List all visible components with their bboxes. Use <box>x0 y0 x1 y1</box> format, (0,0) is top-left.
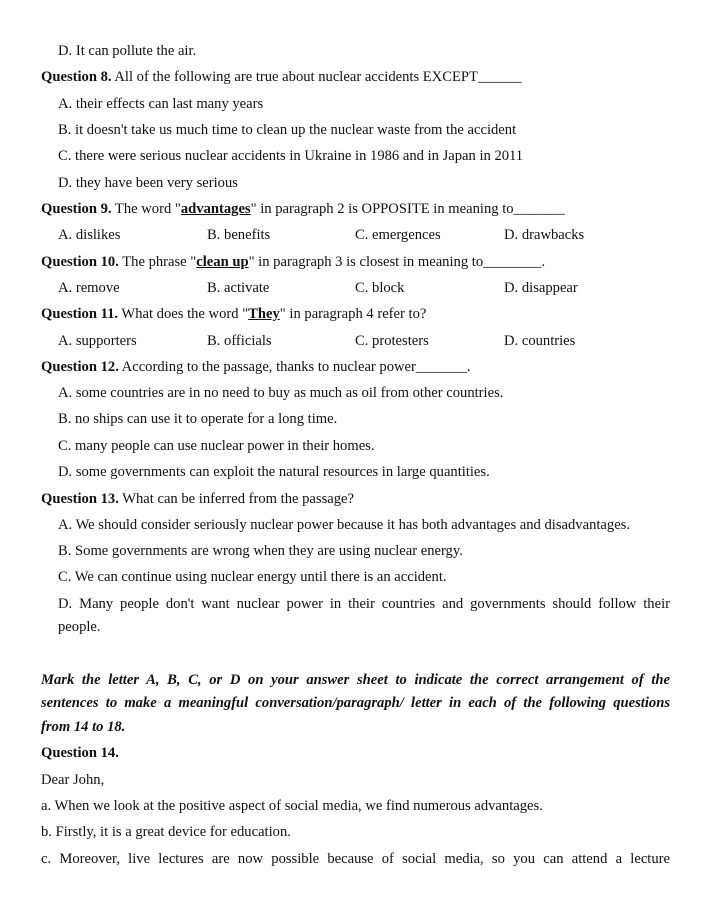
question-13-option-d: D. Many people don't want nuclear power in their countries and governments should follow their <box>58 596 670 612</box>
question-11-option-d: D. countries <box>504 333 576 349</box>
question-8-option-a: A. their effects can last many years <box>58 96 264 112</box>
letter-greeting: Dear John, <box>41 772 105 788</box>
question-11-label: Question 11. <box>41 306 119 322</box>
question-9-label: Question 9. <box>41 201 112 217</box>
question-10-keyword: clean up <box>196 254 249 270</box>
question-12-option-d: D. some governments can exploit the natural resources in large quantities. <box>58 464 490 480</box>
question-11-text-pre: What does the word " <box>118 306 249 322</box>
question-13-label: Question 13. <box>41 491 119 507</box>
question-8-option-c: C. there were serious nuclear accidents in Ukraine in 1986 and in Japan in 2011 <box>58 148 524 164</box>
question-9-option-d: D. drawbacks <box>504 227 585 243</box>
question-8-label: Question 8. <box>41 69 112 85</box>
question-11 <box>41 305 426 323</box>
question-10-text-post: " in paragraph 3 is closest in meaning to________. <box>248 254 546 270</box>
question-8-option-d: D. they have been very serious <box>58 175 238 191</box>
question-14-label <box>41 744 119 762</box>
question-9-option-a: A. dislikes <box>58 227 121 243</box>
question-13-option-c: C. We can continue using nuclear energy until there is an accident. <box>58 569 447 585</box>
question-9-option-c: C. emergences <box>355 227 441 243</box>
question-13-text: What can be inferred from the passage? <box>118 491 354 507</box>
question-10 <box>41 253 545 271</box>
question-10-option-b: B. activate <box>207 280 270 296</box>
question-14-label-text: Question 14. <box>41 745 119 761</box>
question-9-text-post: " in paragraph 2 is OPPOSITE in meaning to_______ <box>250 201 565 217</box>
question-10-text-pre: The phrase " <box>118 254 197 270</box>
previous-question-option-d: D. It can pollute the air. <box>58 43 197 59</box>
question-9-option-b: B. benefits <box>207 227 271 243</box>
question-8 <box>41 68 522 86</box>
sentence-a: a. When we look at the positive aspect of social media, we find numerous advantages. <box>41 798 543 814</box>
question-11-option-b: B. officials <box>207 333 272 349</box>
question-9-text-pre: The word " <box>111 201 181 217</box>
question-13 <box>41 490 354 508</box>
sentence-c: c. Moreover, live lectures are now possible because of social media, so you can attend a lecture <box>41 851 670 867</box>
question-12-label: Question 12. <box>41 359 119 375</box>
question-10-option-d: D. disappear <box>504 280 578 296</box>
question-8-text: All of the following are true about nuclear accidents EXCEPT______ <box>111 69 522 85</box>
question-11-keyword: They <box>248 306 280 322</box>
question-12 <box>41 358 471 376</box>
question-8-option-b: B. it doesn't take us much time to clean up the nuclear waste from the accident <box>58 122 517 138</box>
question-12-text: According to the passage, thanks to nuclear power_______. <box>118 359 471 375</box>
instruction-line-2: sentences to make a meaningful conversation/paragraph/ letter in each of the following questions <box>41 695 670 711</box>
question-10-option-c: C. block <box>355 280 405 296</box>
question-11-option-a: A. supporters <box>58 333 137 349</box>
question-10-label: Question 10. <box>41 254 119 270</box>
question-13-option-a: A. We should consider seriously nuclear power because it has both advantages and disadvantages. <box>58 517 631 533</box>
question-10-option-a: A. remove <box>58 280 120 296</box>
question-9-keyword: advantages <box>180 201 251 217</box>
question-12-option-b: B. no ships can use it to operate for a long time. <box>58 411 338 427</box>
question-12-option-a: A. some countries are in no need to buy as much as oil from other countries. <box>58 385 504 401</box>
sentence-b: b. Firstly, it is a great device for education. <box>41 824 291 840</box>
instruction-line-3: from 14 to 18. <box>41 719 126 735</box>
question-11-option-c: C. protesters <box>355 333 429 349</box>
instruction-line-1: Mark the letter A, B, C, or D on your answer sheet to indicate the correct arrangement of the <box>41 672 670 688</box>
question-13-option-d-continued: people. <box>58 619 101 635</box>
question-9 <box>41 200 565 218</box>
question-11-text-post: " in paragraph 4 refer to? <box>279 306 427 322</box>
question-13-option-b: B. Some governments are wrong when they are using nuclear energy. <box>58 543 463 559</box>
question-12-option-c: C. many people can use nuclear power in their homes. <box>58 438 375 454</box>
